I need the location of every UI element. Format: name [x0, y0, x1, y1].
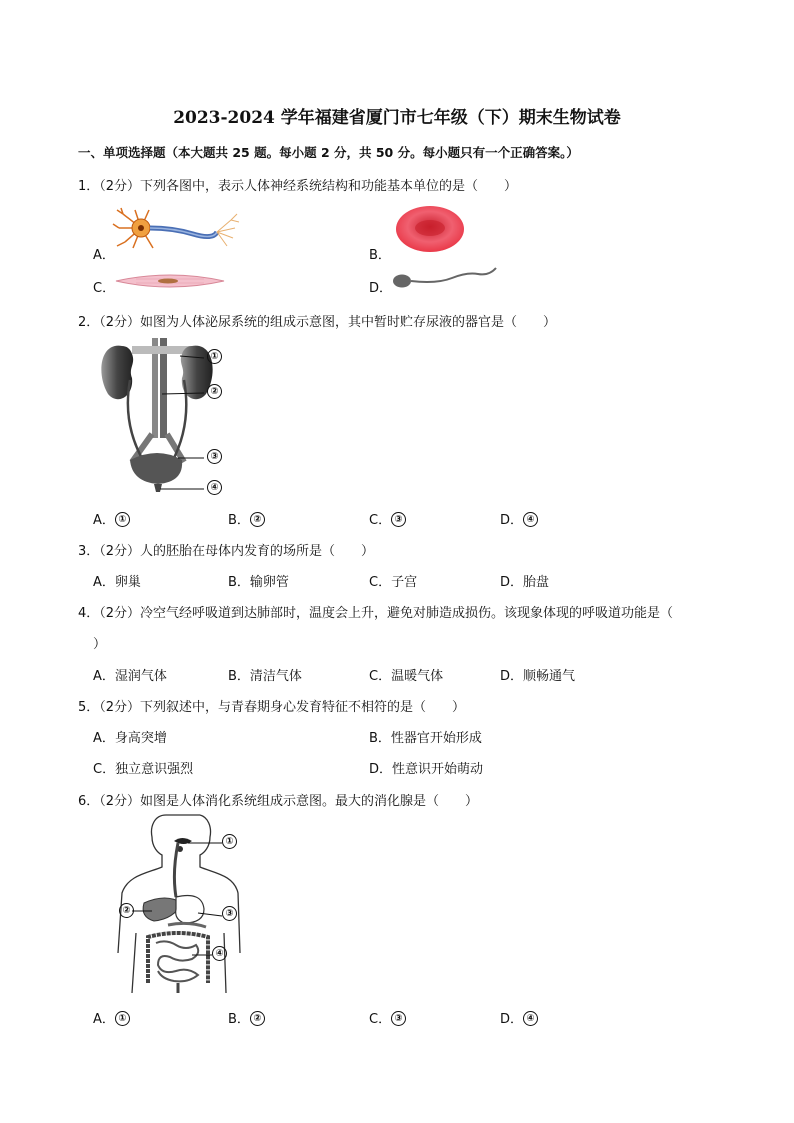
neuron-icon: [113, 206, 243, 252]
question-2-stem: 2．（2分）如图为人体泌尿系统的组成示意图，其中暂时贮存尿液的器官是（ ）: [78, 315, 557, 330]
muscle-cell-icon: [116, 273, 224, 289]
q4-option-b[interactable]: B．清洁气体: [228, 669, 302, 684]
q2-label-3: ③: [207, 449, 222, 464]
q6-option-d-value: ④: [523, 1011, 538, 1026]
q6-option-b[interactable]: B． ②: [228, 1008, 265, 1027]
q2-label-2: ②: [207, 384, 222, 399]
q1-option-a[interactable]: A．: [93, 248, 115, 263]
q6-label-3: ③: [222, 906, 237, 921]
q6-option-c[interactable]: C． ③: [369, 1008, 406, 1027]
q6-option-a[interactable]: A． ①: [93, 1008, 130, 1027]
q6-label-2: ②: [119, 903, 134, 918]
question-4-stem-cont: ）: [93, 637, 107, 652]
red-blood-cell-icon: [394, 204, 466, 254]
question-6-stem: 6．（2分）如图是人体消化系统组成示意图。最大的消化腺是（ ）: [78, 794, 479, 809]
q2-option-d[interactable]: D． ④: [500, 509, 538, 528]
q6-option-b-value: ②: [250, 1011, 265, 1026]
q2-option-b[interactable]: B． ②: [228, 509, 265, 528]
q6-option-c-value: ③: [391, 1011, 406, 1026]
q2-label-4: ④: [207, 480, 222, 495]
section-heading: 一、单项选择题（本大题共 25 题。每小题 2 分，共 50 分。每小题只有一个正确答案。）: [78, 145, 579, 160]
question-5-stem: 5．（2分）下列叙述中，与青春期身心发育特征不相符的是（ ）: [78, 700, 466, 715]
q6-label-1: ①: [222, 834, 237, 849]
q2-option-c[interactable]: C． ③: [369, 509, 406, 528]
q5-option-a[interactable]: A．身高突增: [93, 731, 167, 746]
q5-option-d[interactable]: D．性意识开始萌动: [369, 762, 484, 777]
q3-option-a[interactable]: A．卵巢: [93, 575, 141, 590]
q3-option-d[interactable]: D．胎盘: [500, 575, 550, 590]
q3-option-b[interactable]: B．输卵管: [228, 575, 289, 590]
question-3-stem: 3．（2分）人的胚胎在母体内发育的场所是（ ）: [78, 544, 375, 559]
q4-option-d[interactable]: D．顺畅通气: [500, 669, 576, 684]
q5-option-b[interactable]: B．性器官开始形成: [369, 731, 482, 746]
q2-option-d-value: ④: [523, 512, 538, 527]
q6-option-a-value: ①: [115, 1011, 130, 1026]
q2-option-c-value: ③: [391, 512, 406, 527]
q2-option-a[interactable]: A． ①: [93, 509, 130, 528]
sperm-cell-icon: [392, 266, 500, 290]
q4-option-a[interactable]: A．湿润气体: [93, 669, 167, 684]
q6-label-4: ④: [212, 946, 227, 961]
q6-option-d[interactable]: D． ④: [500, 1008, 538, 1027]
question-4-stem: 4．（2分）冷空气经呼吸道到达肺部时，温度会上升，避免对肺造成损伤。该现象体现的呼吸道功能是（: [78, 606, 674, 621]
q5-option-c[interactable]: C．独立意识强烈: [93, 762, 194, 777]
q1-option-b[interactable]: B．: [369, 248, 391, 263]
q1-option-c[interactable]: C．: [93, 281, 116, 296]
q2-option-b-value: ②: [250, 512, 265, 527]
q3-option-c[interactable]: C．子宫: [369, 575, 418, 590]
page-title: 2023-2024 学年福建省厦门市七年级（下）期末生物试卷: [173, 108, 621, 128]
q4-option-c[interactable]: C．温暖气体: [369, 669, 444, 684]
q2-label-1: ①: [207, 349, 222, 364]
question-1-stem: 1．（2分）下列各图中，表示人体神经系统结构和功能基本单位的是（ ）: [78, 179, 518, 194]
q1-option-d[interactable]: D．: [369, 281, 393, 296]
q2-option-a-value: ①: [115, 512, 130, 527]
